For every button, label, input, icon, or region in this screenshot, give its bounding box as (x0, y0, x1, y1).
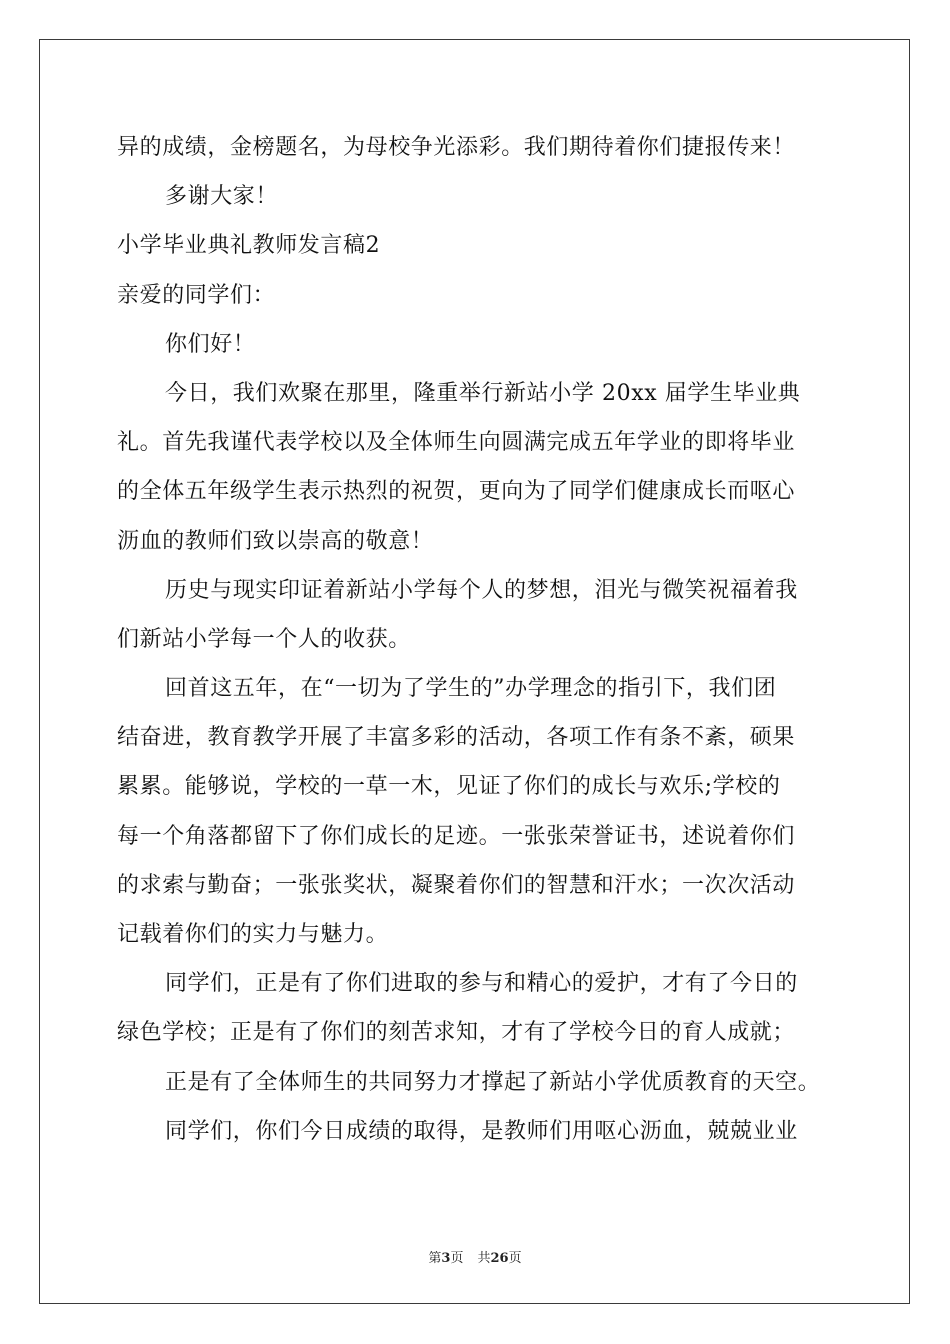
text-line: 异的成绩，金榜题名，为母校争光添彩。我们期待着你们捷报传来！ (117, 135, 796, 160)
total-suffix: 页 (508, 1251, 522, 1266)
text-line: 多谢大家！ (165, 184, 279, 210)
text-line: 每一个角落都留下了你们成长的足迹。一张张荣誉证书，述说着你们 (117, 823, 796, 849)
page-number: 3 (441, 1251, 451, 1266)
text-line: 亲爱的同学们： (117, 282, 276, 308)
text-line: 同学们，正是有了你们进取的参与和精心的爱护，才有了今日的 (165, 971, 798, 997)
text-line: 小学毕业典礼教师发言稿2 (117, 233, 381, 259)
text-line: 绿色学校；正是有了你们的刻苦求知，才有了学校今日的育人成就； (117, 1020, 796, 1046)
page-suffix: 页 (450, 1251, 464, 1266)
document-body (117, 123, 839, 1156)
text-line: 结奋进，教育教学开展了丰富多彩的活动，各项工作有条不紊，硕果 (117, 725, 796, 751)
text-line: 同学们，你们今日成绩的取得，是教师们用呕心沥血，兢兢业业 (165, 1118, 798, 1144)
text-line: 的求索与勤奋；一张张奖状，凝聚着你们的智慧和汗水；一次次活动 (117, 872, 796, 898)
text-line: 历史与现实印证着新站小学每个人的梦想，泪光与微笑祝福着我 (165, 577, 798, 603)
text-line: 正是有了全体师生的共同努力才撑起了新站小学优质教育的天空。 (165, 1069, 821, 1095)
text-line: 回首这五年，在“一切为了学生的”办学理念的指引下，我们团 (165, 676, 777, 702)
text-line: 们新站小学每一个人的收获。 (117, 626, 411, 652)
text-line: 今日，我们欢聚在那里，隆重举行新站小学 20xx 届学生毕业典 (165, 380, 801, 406)
page-prefix: 第 (428, 1251, 442, 1266)
text-line: 礼。首先我谨代表学校以及全体师生向圆满完成五年学业的即将毕业 (117, 430, 796, 456)
text-line: 记载着你们的实力与魅力。 (117, 922, 389, 947)
total-pages: 26 (490, 1251, 509, 1266)
total-prefix: 共 (477, 1251, 491, 1266)
text-line: 沥血的教师们致以崇高的敬意！ (117, 528, 434, 554)
text-line: 的全体五年级学生表示热烈的祝贺，更向为了同学们健康成长而呕心 (117, 479, 796, 505)
text-line: 你们好！ (165, 331, 256, 357)
text-line: 累累。能够说，学校的一草一木，见证了你们的成长与欢乐;学校的 (117, 774, 781, 800)
page-footer (0, 1247, 950, 1266)
